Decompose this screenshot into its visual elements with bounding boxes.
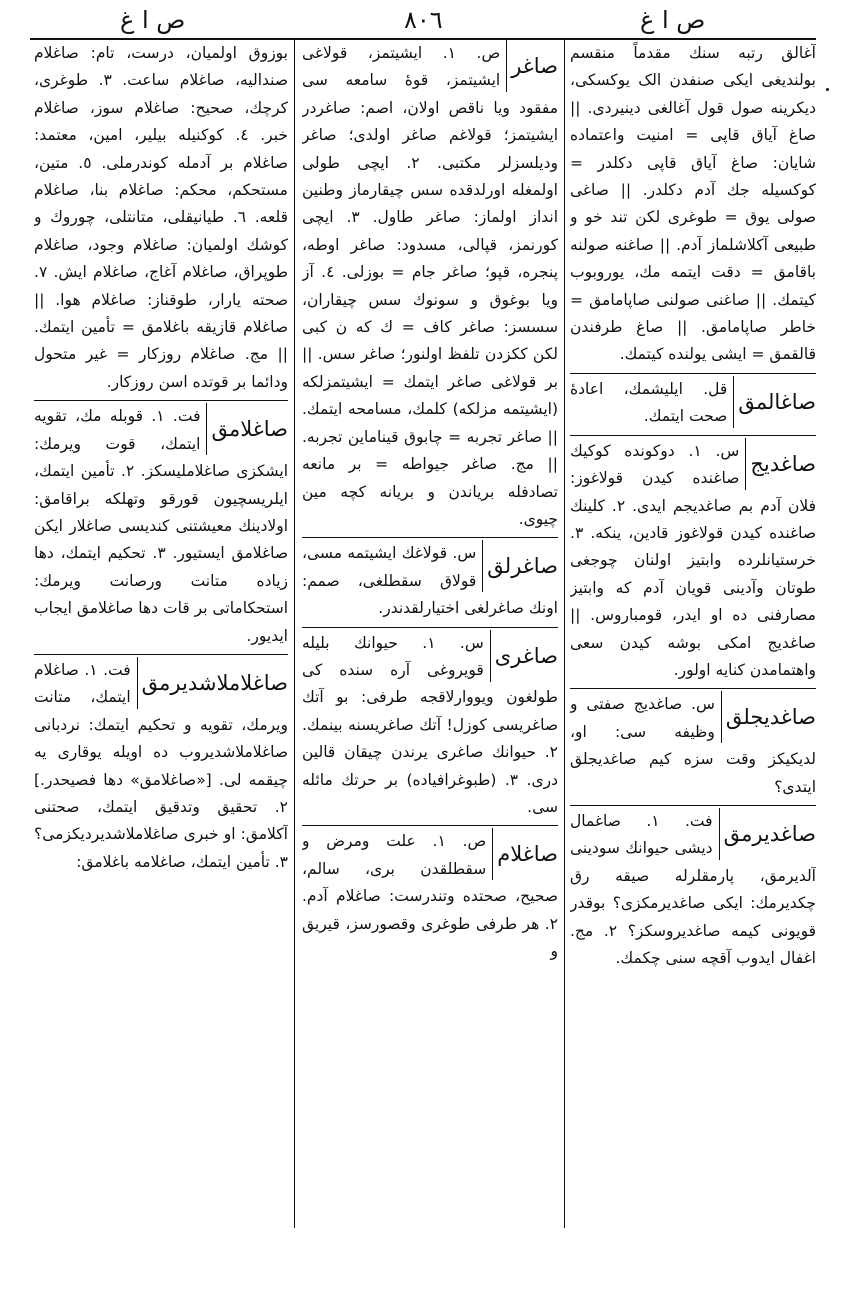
entry-text: بوزوق اولمیان، درست، تام: صاغلام صندالیه، صاغلام ساعت. ٣. طوغری، کرچك، صحیح: صاغلام سوز، صاغلام خبر. ٤. کوکنیله بیلیر، امین، معتمد: صاغلام بر آدمله کوندرملی. ٥. متین، مستحکم، محکم: صاغلام بنا، صاغلام قلعه. ٦. طیانیقلی، متانتلی، چوروك و کوشك اولمیان: صاغلام وجود، صاغلام طوپراق، صاغلام آغاج، صاغلام ایش. ٧. صحته یارار، طوقناز: صاغلام هوا. || صاغلام قازیقه باغلامق = تأمین ایتمك. || مج. صاغلام روزکار = غیر متحول ودائما بر قوتده اسن روزکار. [34,44,288,391]
running-header-left: ص ا غ [120,6,186,34]
headword: صاغدیجلق [721,691,816,743]
headword: صاغر [506,40,558,92]
margin-mark [826,88,829,91]
dictionary-entry [570,373,816,431]
headword: صاغرلق [482,540,558,592]
entry-text: قل. ایلیشمك، اعادهٔ صحت ایتمك. [570,379,728,426]
dictionary-entry [570,40,816,369]
column-right [570,40,816,1230]
headword: صاغلام [492,828,558,880]
headword: صاغلامق [206,403,288,455]
entry-text: فت. ١. صاغمال دیشی حیوانك سودینی آلدیرمق، پارمقلرله صیقه رق چکدیرمك: ایکی صاغدیرمکزی؟ بوقدر قویونی کیمه صاغدیروسکز؟ ٢. مج. اغفال ایدوب آقچه سنی چکمك. [570,811,816,967]
headword: صاغدیرمق [719,808,816,860]
dictionary-entry [34,40,288,396]
dictionary-entry [302,40,558,533]
page-number: ٨٠٦ [404,6,443,34]
column-divider-right [564,40,565,1228]
dictionary-entry [570,805,816,972]
headword: صاغلاملاشدیرمق [137,657,288,709]
column-middle [302,40,558,1230]
entry-text: فت. ١. صاغلام ایتمك، متانت ویرمك، تقویه و تحکیم ایتمك: نردبانی صاغلاملاشدیروب ده اویله یوقاری یه چیقمه لی. [«صاغلامق» دها فصیحدر.] ٢. تحقیق وتدقیق ایتمك، صحتنی آکلامق: او خبری صاغلاملاشدیردیکزمی؟ ٣. تأمین ایتمك، صاغلامه باغلامق: [34,660,288,871]
dictionary-entry [302,825,558,965]
dictionary-entry [34,400,288,650]
dictionary-entry [302,537,558,622]
dictionary-entry [570,688,816,801]
dictionary-entry [302,627,558,822]
entry-text: س. صاغدیج صفتی و وظیفه سی: او، لدیکیکز وقت سزه کیم صاغدیجلق ایتدی؟ [570,695,816,796]
column-left [34,40,288,1230]
running-header-right: ص ا غ [640,6,706,34]
headword: صاغری [490,630,558,682]
entry-text: ص. ١. علت ومرض و سقطلقدن بری، سالم، صحیح، صحتده وتندرست: صاغلام آدم. ٢. هر طرفی طوغری وقصورسز، قیریق و [302,832,558,960]
entry-text: س. قولاغك ایشیتمه مسی، قولاق سقطلغی، صمم: اونك صاغرلغی اختیارلقدندر. [302,544,558,618]
entry-text: فت. ١. قوبله مك، تقویه ایتمك، قوت ویرمك: ایشکزی صاغلاملیسکز. ٢. تأمین ایتمك، ایلریسچیون قورقو وتهلکه براقامق: اولادینك معیشتنی کندیسی صاغلار ایکن صاغلامق ایستیور. ٣. تحکیم ایتمك، دها زیاده متانت ورصانت ویرمك: استحکاماتی بر قات دها صاغلامق ایجاب ایدیور. [34,407,288,645]
dictionary-entry [570,435,816,685]
dictionary-entry [34,654,288,876]
headword: صاغدیج [745,438,816,490]
entry-text: آغالق رتبه سنك مقدماً منقسم بولندیغی ایکی صنفدن الک یوکسکی، دیکرینه صول قول آغالغی دینیردی. || صاغ آیاق قاپی = امنیت واعتماده شایان: صاغ آیاق قاپی دکلدر = کوکسیله جك آدم دکلدر. || صاغی صولی یوق = طوغری لکن تند خو و طبیعی آکلاشلماز آدم. || صاغنه صولنه باقامق = دقت ایتمه مك، یوروبوب کیتمك. || صاغنی صولنی صاپامامق = خاطر صاپامامق. || صاغ طرفندن قالقمق = ایشی یولنده کیتمك. [570,44,816,364]
entry-text: ص. ١. ایشیتمز، قولاغی ایشیتمز، قوهٔ سامعه سی مفقود ویا ناقص اولان، اصم: صاغردر ایشیتمز؛ قولاغم صاغر اولدی؛ صاغر ودیلسزلر مکتبی. ٢. ایچی طولی اولمغله اورلدقده سس چیقارماز وطنین انداز اولماز: صاغر طاول. ٣. ایچی کورنمز، قپالی، مسدود: صاغر اوطه، پنجره، قپو؛ صاغر جام = بوزلی. ٤. آز ویا بوغوق و سونوك سس چیقاران، سسسز: صاغر کاف = ك که ن کبی لکن ککزدن تلفظ اولنور؛ صاغر سس. || بر قولاغی صاغر ایتمك = ایشیتمزلکه (ایشیتمه مزلکه) کلمك، مسامحه ایتمك. || صاغر تجربه = چابوق قیناماین تجربه. || مج. صاغر جیواطه = بر مانعه تصادفله بریاندن و بریانه کچه مین چیوی. [302,44,558,528]
column-divider-left [294,40,295,1228]
entry-text: س. ١. حیوانك بلیله قویروغی آره سنده کی طولغون ویووارلاقجه طرفی: بو آتك صاغریسی کوزل! آتك صاغریسنه بینمك. ٢. حیوانك صاغری یرندن چیقان قالین دری. ٣. (طبوغرافیاده) بر حرتك مائله سی. [302,633,558,816]
headword: صاغالمق [733,376,816,428]
entry-text: س. ١. دوکونده کوکیك صاغنده کیدن قولاغوز: فلان آدم بم صاغدیجم ایدی. ٢. کلینك صاغنده کیدن قولاغوز قادین، ینکه. ٣. خرستیانلرده وابتیز اولنان چوجغی طوتان وآدینی قویان آدم که وابتیز مصارفنی ده او ایدر، قومباروس. || صاغدیج امکی بوشه کیدن سعی واهتمامدن کنایه اولور. [570,441,816,679]
